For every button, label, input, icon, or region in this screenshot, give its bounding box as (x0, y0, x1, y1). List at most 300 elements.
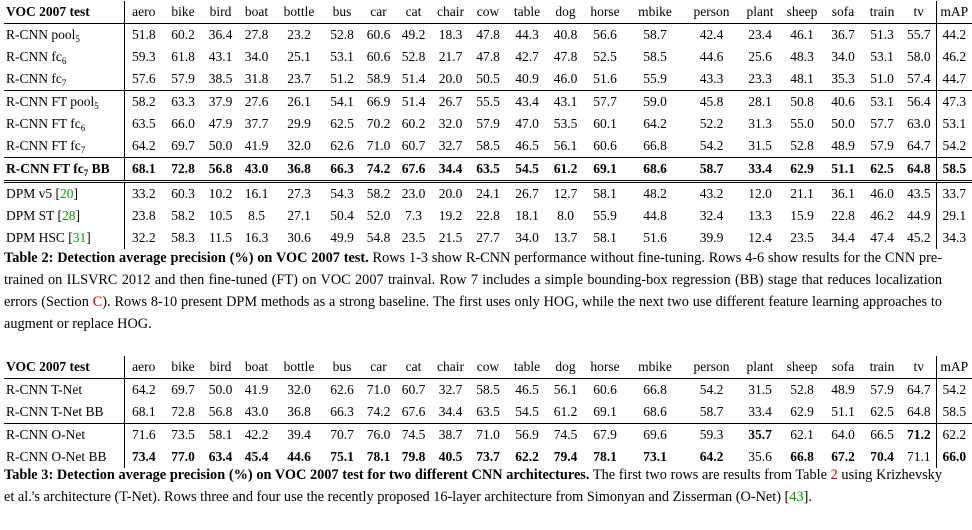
column-header-boat: boat (238, 1, 275, 24)
value-cell: 37.7 (244, 116, 269, 131)
row-label (4, 379, 124, 402)
voc2007-results-table (4, 1, 972, 249)
value-cell: 54.2 (699, 138, 724, 153)
table-row (4, 424, 972, 447)
value-cell: 46.0 (862, 182, 902, 206)
value-cell: 70.7 (323, 424, 361, 447)
value-cell: 47.4 (870, 230, 894, 245)
value-cell: 74.2 (366, 404, 391, 419)
layer-subscript: 5 (94, 101, 99, 111)
value-cell: 51.8 (124, 24, 163, 47)
method-name: R-CNN FT pool (6, 94, 95, 109)
value-cell: 51.4 (401, 71, 426, 86)
value-cell: 36.4 (208, 27, 233, 42)
column-header-cat: cat (396, 356, 431, 379)
value-cell: 43.3 (699, 71, 724, 86)
value-cell: 70.2 (366, 116, 391, 131)
value-cell: 53.1 (330, 49, 354, 64)
column-header-dog: dog (548, 1, 583, 24)
value-cell: 66.8 (790, 449, 814, 464)
value-cell: 32.7 (438, 138, 463, 153)
value-cell: 7.3 (405, 208, 422, 223)
value-cell: 51.4 (396, 91, 431, 114)
value-cell: 66.3 (330, 404, 354, 419)
column-header-table: table (506, 1, 548, 24)
value-cell: 74.5 (548, 424, 583, 447)
cite-bracket: [ (68, 230, 73, 245)
value-cell: 52.0 (366, 208, 391, 223)
column-header-cat: cat (396, 1, 431, 24)
method-name: R-CNN O-Net BB (6, 449, 107, 464)
value-cell: 53.1 (862, 91, 902, 114)
method-name: R-CNN pool (6, 27, 76, 42)
value-cell: 57.9 (870, 382, 894, 397)
value-cell: 38.7 (431, 424, 470, 447)
value-cell: 62.6 (330, 138, 354, 153)
value-cell: 34.4 (431, 158, 470, 182)
column-header-sofa: sofa (824, 356, 862, 379)
value-cell: 60.7 (401, 382, 426, 397)
value-cell: 47.8 (476, 27, 500, 42)
value-cell: 16.1 (238, 182, 275, 206)
value-cell: 26.1 (275, 91, 323, 114)
column-header-tv: tv (902, 356, 936, 379)
value-cell: 13.7 (553, 230, 578, 245)
value-cell: 79.8 (401, 449, 426, 464)
value-cell: 48.1 (790, 71, 814, 86)
value-cell: 68.1 (124, 401, 163, 424)
value-cell: 68.6 (627, 158, 683, 182)
section-link[interactable]: C (92, 294, 103, 310)
value-cell: 56.9 (506, 424, 548, 447)
cite-bracket: [ (55, 186, 61, 201)
value-cell: 49.9 (330, 230, 354, 245)
row-label (4, 113, 124, 135)
row-label (4, 91, 124, 114)
column-header-aero: aero (124, 356, 163, 379)
value-cell: 45.2 (906, 230, 931, 245)
value-cell: 71.0 (470, 424, 506, 447)
value-cell: 44.7 (936, 68, 972, 91)
value-cell: 23.5 (401, 230, 426, 245)
value-cell: 41.9 (244, 138, 269, 153)
value-cell: 32.0 (287, 382, 311, 397)
method-name: R-CNN FT fc (6, 161, 84, 176)
value-cell: 59.0 (627, 91, 683, 114)
value-cell: 58.2 (361, 182, 396, 206)
value-cell: 60.1 (593, 116, 617, 131)
value-cell: 43.1 (208, 49, 233, 64)
table-row (4, 158, 972, 182)
column-header-mAP: mAP (936, 1, 972, 24)
value-cell: 62.1 (780, 424, 824, 447)
value-cell: 55.9 (643, 71, 667, 86)
column-header-chair: chair (431, 356, 470, 379)
value-cell: 18.1 (515, 208, 539, 223)
value-cell: 58.3 (171, 230, 195, 245)
value-cell: 35.3 (831, 71, 855, 86)
column-header-dataset: VOC 2007 test (4, 1, 124, 24)
value-cell: 34.4 (831, 230, 855, 245)
value-cell: 37.9 (203, 91, 238, 114)
value-cell: 57.6 (124, 68, 163, 91)
value-cell: 27.7 (476, 230, 500, 245)
value-cell: 71.0 (366, 382, 391, 397)
value-cell: 74.2 (361, 158, 396, 182)
column-header-bird: bird (203, 1, 238, 24)
value-cell: 13.3 (748, 208, 772, 223)
value-cell: 64.2 (643, 116, 667, 131)
value-cell: 32.0 (287, 138, 311, 153)
value-cell: 63.5 (470, 158, 506, 182)
table-row (4, 68, 972, 91)
column-header-bus: bus (323, 1, 361, 24)
table-row (4, 401, 972, 424)
value-cell: 51.1 (824, 158, 862, 182)
value-cell: 20.0 (438, 71, 463, 86)
layer-subscript: 7 (83, 168, 89, 178)
value-cell: 66.8 (643, 382, 667, 397)
value-cell: 10.5 (208, 208, 233, 223)
value-cell: 60.6 (366, 27, 391, 42)
column-header-train: train (862, 356, 902, 379)
value-cell: 45.4 (244, 449, 269, 464)
method-name: R-CNN T-Net (6, 382, 83, 397)
method-name: DPM HSC (6, 230, 69, 245)
table-row (4, 46, 972, 68)
value-cell: 50.4 (330, 208, 354, 223)
value-cell: 30.6 (287, 230, 311, 245)
value-cell: 48.9 (831, 138, 855, 153)
value-cell: 47.8 (553, 49, 578, 64)
value-cell: 27.6 (238, 91, 275, 114)
value-cell: 61.8 (171, 49, 195, 64)
cite-bracket: ] (75, 208, 81, 223)
value-cell: 56.1 (553, 138, 578, 153)
value-cell: 54.1 (323, 91, 361, 114)
value-cell: 50.5 (476, 71, 500, 86)
value-cell: 57.7 (870, 116, 894, 131)
value-cell: 36.8 (287, 404, 311, 419)
caption-text: Rows 1-3 show R-CNN performance without fine-tuning. Rows 4-6 show results for the CNN pre-trained on ILSVRC 2012 and then fine-tuned (FT) on VOC 2007 trainval. Row 7 includes a simple bounding-box regression (BB) stage that reduces localization errors (Section (4, 250, 942, 310)
value-cell: 25.1 (287, 49, 311, 64)
value-cell: 51.3 (870, 27, 894, 42)
value-cell: 41.9 (244, 382, 269, 397)
value-cell: 57.9 (476, 116, 500, 131)
value-cell: 63.5 (124, 113, 163, 135)
row-label (4, 68, 124, 91)
caption-text: ]. (803, 489, 812, 505)
method-name: R-CNN fc (6, 49, 62, 64)
method-name: R-CNN FT fc (6, 116, 81, 131)
table-row (4, 379, 972, 402)
value-cell: 33.4 (748, 404, 772, 419)
value-cell: 44.6 (287, 449, 311, 464)
value-cell: 56.6 (593, 27, 617, 42)
value-cell: 34.3 (936, 227, 972, 249)
column-header-person: person (683, 1, 740, 24)
column-header-bottle: bottle (275, 356, 323, 379)
value-cell: 49.2 (401, 27, 426, 42)
value-cell: 58.5 (476, 138, 500, 153)
value-cell: 48.2 (627, 182, 683, 206)
caption-text: using Krizhevsky et al.'s architecture (T-Net). Rows three and four use the recently proposed 16-layer architecture from Simonyan and Zisserman (O-Net) [ (4, 467, 942, 505)
value-cell: 36.1 (824, 182, 862, 206)
column-header-horse: horse (583, 356, 627, 379)
value-cell: 71.1 (906, 449, 931, 464)
value-cell: 58.2 (171, 208, 195, 223)
value-cell: 70.4 (870, 449, 894, 464)
value-cell: 57.7 (583, 91, 627, 114)
cite-bracket: ] (73, 186, 79, 201)
value-cell: 52.8 (330, 27, 354, 42)
value-cell: 43.0 (238, 158, 275, 182)
value-cell: 69.1 (593, 404, 617, 419)
column-header-bike: bike (163, 1, 203, 24)
column-header-car: car (361, 356, 396, 379)
column-header-boat: boat (238, 356, 275, 379)
caption-text: The first two rows are results from Table (589, 467, 831, 483)
value-cell: 35.7 (740, 424, 780, 447)
row-label (4, 135, 124, 158)
column-header-mAP: mAP (936, 356, 972, 379)
value-cell: 62.5 (330, 116, 354, 131)
value-cell: 46.2 (870, 208, 894, 223)
column-header-dog: dog (548, 356, 583, 379)
value-cell: 72.8 (171, 404, 195, 419)
value-cell: 73.4 (124, 446, 163, 468)
value-cell: 21.1 (780, 182, 824, 206)
value-cell: 64.7 (906, 138, 931, 153)
value-cell: 62.2 (936, 424, 972, 447)
layer-subscript: 7 (61, 78, 67, 88)
caption-label: Table 3: Detection average precision (%) on VOC 2007 test for two different CNN architectures. (4, 467, 590, 483)
column-header-bird: bird (203, 356, 238, 379)
value-cell: 34.4 (438, 404, 463, 419)
value-cell: 58.9 (366, 71, 391, 86)
row-label (4, 182, 124, 206)
column-header-cow: cow (470, 1, 506, 24)
value-cell: 54.8 (366, 230, 391, 245)
cnn-architecture-results-table (4, 356, 972, 468)
column-header-plant: plant (740, 356, 780, 379)
value-cell: 51.1 (831, 404, 855, 419)
value-cell: 62.6 (330, 382, 354, 397)
value-cell: 69.7 (171, 138, 195, 153)
citation-link[interactable]: 20 (60, 186, 74, 201)
row-label (4, 158, 124, 182)
value-cell: 66.0 (936, 446, 972, 468)
value-cell: 60.3 (163, 182, 203, 206)
value-cell: 71.6 (124, 424, 163, 447)
header-row (4, 356, 972, 379)
value-cell: 54.5 (515, 404, 539, 419)
column-header-sofa: sofa (824, 1, 862, 24)
value-cell: 27.1 (287, 208, 311, 223)
value-cell: 66.5 (862, 424, 902, 447)
method-name: DPM ST (6, 208, 58, 223)
value-cell: 23.8 (124, 205, 163, 227)
value-cell: 44.2 (936, 24, 972, 47)
value-cell: 26.7 (431, 91, 470, 114)
value-cell: 43.1 (548, 91, 583, 114)
column-header-bike: bike (163, 356, 203, 379)
row-label (4, 24, 124, 47)
value-cell: 12.0 (740, 182, 780, 206)
value-cell: 44.3 (515, 27, 539, 42)
value-cell: 77.0 (171, 449, 195, 464)
value-cell: 46.0 (553, 71, 578, 86)
value-cell: 31.3 (748, 116, 772, 131)
value-cell: 34.0 (515, 230, 539, 245)
value-cell: 25.6 (748, 49, 772, 64)
table-row (4, 24, 972, 47)
table3-caption (4, 464, 942, 508)
value-cell: 28.1 (740, 91, 780, 114)
value-cell: 45.8 (683, 91, 740, 114)
value-cell: 71.2 (902, 424, 936, 447)
value-cell: 42.7 (515, 49, 539, 64)
caption-text: ). Rows 8-10 present DPM methods as a strong baseline. The first uses only HOG, while the next two use different feature learning approaches to augment or replace HOG. (4, 294, 942, 332)
value-cell: 50.0 (208, 138, 233, 153)
value-cell: 55.0 (790, 116, 814, 131)
value-cell: 46.2 (936, 46, 972, 68)
value-cell: 56.1 (553, 382, 578, 397)
value-cell: 73.7 (476, 449, 500, 464)
value-cell: 53.1 (936, 113, 972, 135)
value-cell: 8.5 (248, 208, 265, 223)
value-cell: 71.0 (366, 138, 391, 153)
method-name: R-CNN O-Net (6, 427, 86, 442)
value-cell: 46.5 (515, 382, 539, 397)
value-cell: 64.0 (824, 424, 862, 447)
value-cell: 60.6 (593, 138, 617, 153)
value-cell: 22.8 (831, 208, 855, 223)
value-cell: 54.2 (936, 379, 972, 402)
table-row (4, 91, 972, 114)
value-cell: 39.4 (275, 424, 323, 447)
value-cell: 12.7 (548, 182, 583, 206)
value-cell: 54.5 (506, 158, 548, 182)
value-cell: 51.2 (330, 71, 354, 86)
value-cell: 43.5 (902, 182, 936, 206)
value-cell: 75.1 (330, 449, 354, 464)
column-header-sheep: sheep (780, 356, 824, 379)
column-header-horse: horse (583, 1, 627, 24)
value-cell: 64.8 (902, 158, 936, 182)
value-cell: 61.2 (553, 404, 578, 419)
value-cell: 44.6 (699, 49, 724, 64)
value-cell: 73.1 (643, 449, 667, 464)
value-cell: 21.7 (438, 49, 463, 64)
value-cell: 24.1 (470, 182, 506, 206)
value-cell: 52.5 (593, 49, 617, 64)
table2-caption (4, 247, 942, 335)
value-cell: 20.0 (431, 182, 470, 206)
value-cell: 66.0 (171, 116, 195, 131)
cite-bracket: ] (86, 230, 91, 245)
value-cell: 64.2 (124, 135, 163, 158)
value-cell: 40.9 (515, 71, 539, 86)
citation-link[interactable]: 28 (62, 208, 76, 223)
value-cell: 58.7 (699, 404, 724, 419)
table-ref-link[interactable]: 2 (830, 467, 838, 483)
column-header-bottle: bottle (275, 1, 323, 24)
value-cell: 56.4 (902, 91, 936, 114)
value-cell: 46.1 (790, 27, 814, 42)
value-cell: 23.7 (287, 71, 311, 86)
value-cell: 66.8 (643, 138, 667, 153)
value-cell: 64.7 (906, 382, 931, 397)
value-cell: 57.9 (870, 138, 894, 153)
layer-subscript: 5 (75, 34, 80, 44)
value-cell: 60.6 (366, 49, 391, 64)
value-cell: 52.8 (401, 49, 426, 64)
value-cell: 38.5 (208, 71, 233, 86)
value-cell: 31.5 (748, 138, 772, 153)
value-cell: 69.6 (627, 424, 683, 447)
value-cell: 31.8 (244, 71, 269, 86)
cite-bracket: [ (57, 208, 63, 223)
value-cell: 12.4 (748, 230, 772, 245)
value-cell: 19.2 (438, 208, 463, 223)
value-cell: 46.5 (515, 138, 539, 153)
method-name: R-CNN fc (6, 71, 62, 86)
value-cell: 57.9 (171, 71, 195, 86)
value-cell: 58.0 (906, 49, 931, 64)
value-cell: 60.2 (401, 116, 426, 131)
value-cell: 42.2 (238, 424, 275, 447)
value-cell: 32.7 (438, 382, 463, 397)
table-row (4, 205, 972, 227)
value-cell: 68.1 (124, 158, 163, 182)
value-cell: 18.3 (438, 27, 463, 42)
value-cell: 48.9 (831, 382, 855, 397)
citation-link[interactable]: 31 (72, 230, 87, 245)
header-row (4, 1, 972, 24)
value-cell: 54.2 (699, 382, 724, 397)
value-cell: 66.3 (323, 158, 361, 182)
value-cell: 55.9 (593, 208, 617, 223)
layer-subscript: 6 (80, 123, 86, 133)
value-cell: 10.2 (203, 182, 238, 206)
value-cell: 54.3 (323, 182, 361, 206)
row-label (4, 227, 124, 249)
value-cell: 23.0 (396, 182, 431, 206)
value-cell: 40.8 (553, 27, 578, 42)
table-row (4, 135, 972, 158)
value-cell: 64.2 (124, 379, 163, 402)
value-cell: 47.8 (476, 49, 500, 64)
value-cell: 52.2 (699, 116, 724, 131)
citation-link[interactable]: 43 (789, 489, 804, 505)
value-cell: 21.5 (438, 230, 463, 245)
value-cell: 27.8 (244, 27, 269, 42)
value-cell: 27.3 (275, 182, 323, 206)
row-label (4, 401, 124, 424)
value-cell: 33.2 (124, 182, 163, 206)
value-cell: 47.3 (936, 91, 972, 114)
table-row (4, 227, 972, 249)
layer-subscript: 6 (61, 56, 67, 66)
value-cell: 23.2 (287, 27, 311, 42)
value-cell: 34.0 (244, 49, 269, 64)
value-cell: 54.2 (936, 135, 972, 158)
method-name: R-CNN T-Net BB (6, 404, 104, 419)
value-cell: 67.6 (396, 158, 431, 182)
value-cell: 15.9 (790, 208, 814, 223)
value-cell: 11.5 (208, 230, 233, 245)
